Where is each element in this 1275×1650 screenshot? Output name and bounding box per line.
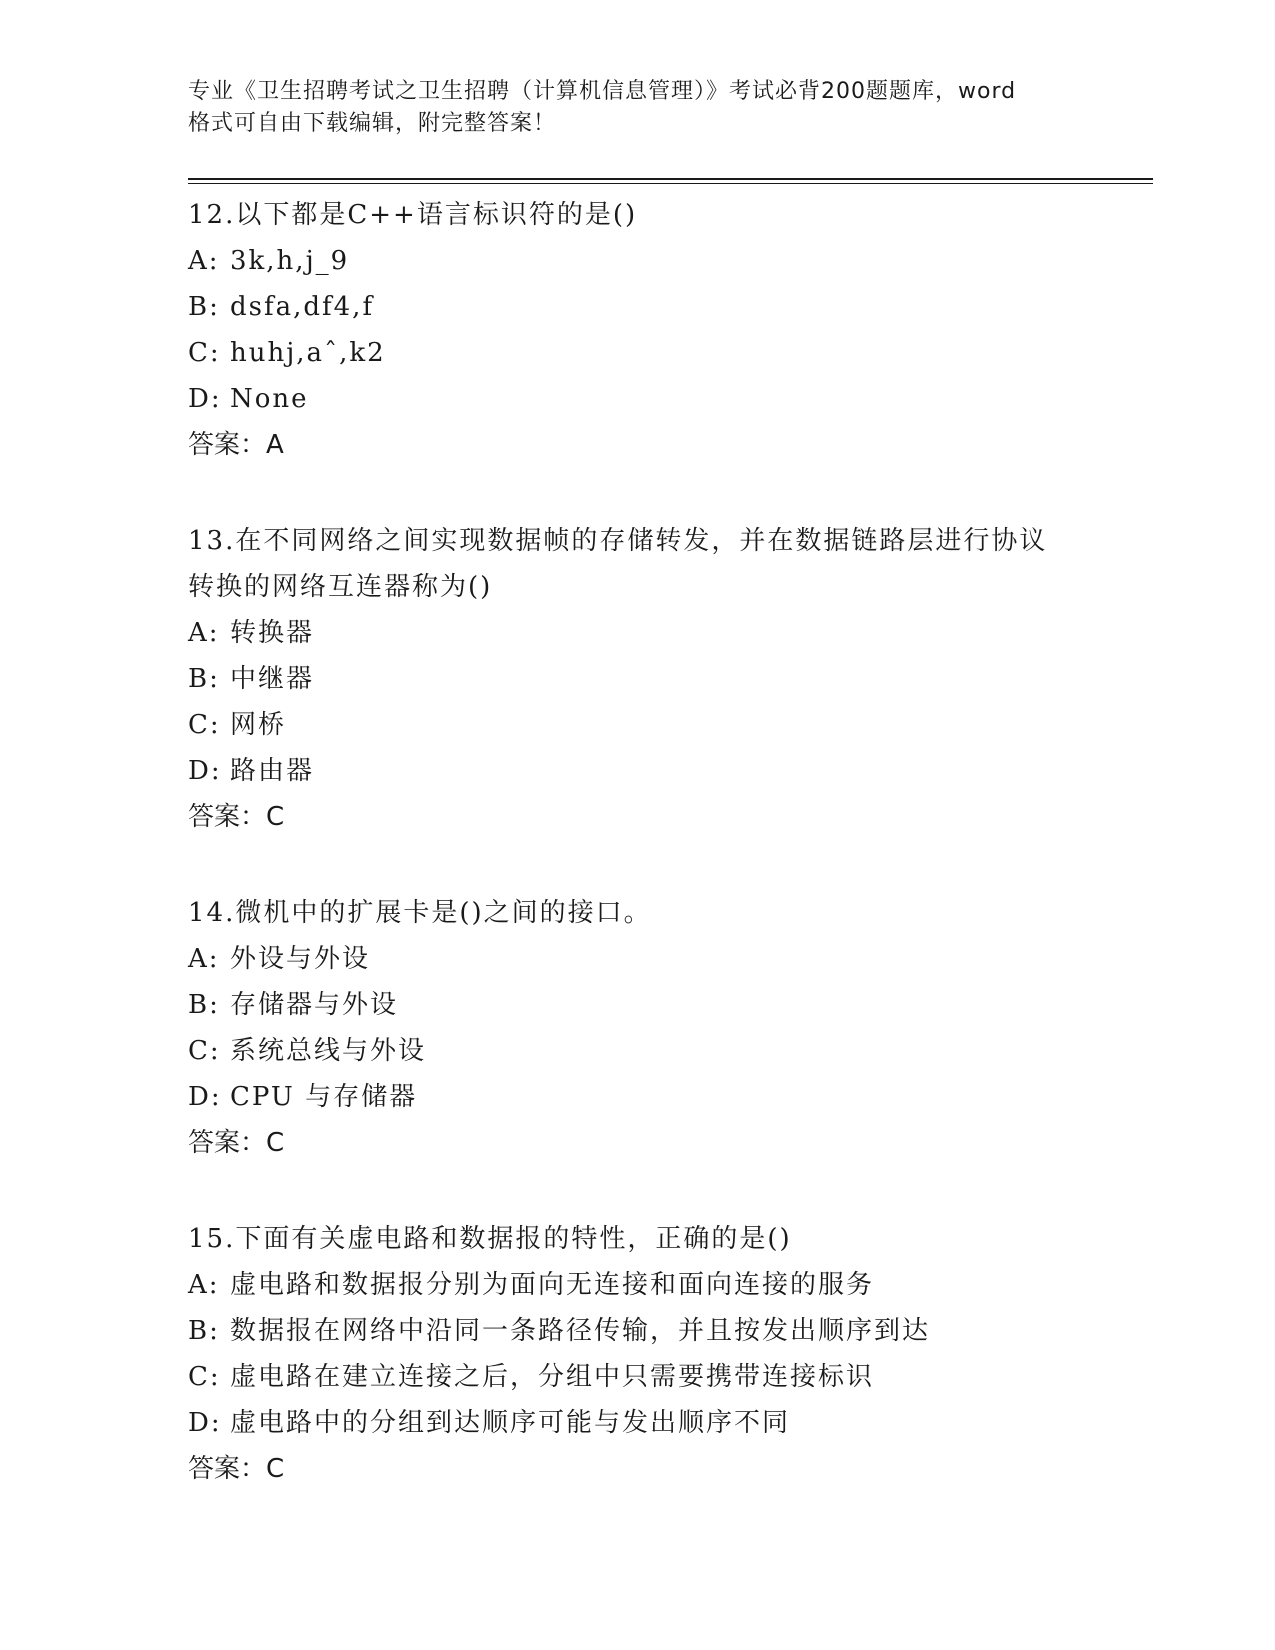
option-letter: D: (188, 1408, 222, 1438)
answer-line: 答案：A (188, 430, 284, 460)
option-text: CPU 与存储器 (230, 1082, 418, 1112)
header-line-2: 格式可自由下载编辑，附完整答案！ (188, 111, 557, 136)
option-d (188, 1400, 1088, 1446)
answer-line: 答案：C (188, 802, 285, 832)
option-letter: B: (188, 664, 220, 694)
option-text: 虚电路中的分组到达顺序可能与发出顺序不同 (230, 1408, 791, 1438)
option-letter: C: (188, 1036, 221, 1066)
option-letter: B: (188, 990, 220, 1020)
option-text: 转换器 (230, 618, 315, 648)
document-header (188, 76, 1088, 140)
option-c (188, 1354, 1088, 1400)
option-letter: C: (188, 710, 221, 740)
option-text: 系统总线与外设 (230, 1036, 427, 1066)
option-d (188, 748, 1088, 794)
question-13 (188, 518, 1088, 840)
question-12 (188, 192, 1088, 468)
option-text: 数据报在网络中沿同一条路径传输，并且按发出顺序到达 (230, 1316, 931, 1346)
option-text: None (230, 384, 309, 414)
option-letter: D: (188, 384, 222, 414)
option-letter: B: (188, 292, 220, 322)
option-text: 外设与外设 (230, 944, 371, 974)
option-text: 中继器 (230, 664, 315, 694)
header-line-1: 专业《卫生招聘考试之卫生招聘（计算机信息管理）》考试必背200题题库，word (188, 79, 1017, 104)
answer-line: 答案：C (188, 1454, 285, 1484)
option-letter: A: (188, 246, 220, 276)
header-divider-thin (188, 183, 1153, 184)
option-b (188, 982, 1088, 1028)
question-list (188, 192, 1088, 1542)
question-text-cont: 转换的网络互连器称为() (188, 572, 493, 602)
question-text: 13.在不同网络之间实现数据帧的存储转发，并在数据链路层进行协议 (188, 526, 1048, 556)
question-text: 12.以下都是C++语言标识符的是() (188, 200, 638, 230)
option-letter: D: (188, 756, 222, 786)
option-a (188, 936, 1088, 982)
option-c (188, 1028, 1088, 1074)
option-letter: A: (188, 944, 220, 974)
option-letter: A: (188, 618, 220, 648)
option-text: 虚电路在建立连接之后，分组中只需要携带连接标识 (230, 1362, 875, 1392)
question-text: 14.微机中的扩展卡是()之间的接口。 (188, 898, 652, 928)
option-text: 网桥 (230, 710, 287, 740)
option-letter: C: (188, 1362, 221, 1392)
option-text: dsfa,df4,f (230, 292, 375, 322)
option-d (188, 376, 1088, 422)
option-letter: C: (188, 338, 221, 368)
option-letter: A: (188, 1270, 220, 1300)
option-text: 路由器 (230, 756, 315, 786)
option-b (188, 656, 1088, 702)
option-letter: B: (188, 1316, 220, 1346)
option-text: huhj,aˆ,k2 (230, 338, 386, 368)
question-15 (188, 1216, 1088, 1492)
option-d (188, 1074, 1088, 1120)
option-c (188, 330, 1088, 376)
question-14 (188, 890, 1088, 1166)
header-divider-thick (188, 178, 1153, 180)
option-text: 存储器与外设 (230, 990, 399, 1020)
option-c (188, 702, 1088, 748)
question-text: 15.下面有关虚电路和数据报的特性，正确的是() (188, 1224, 792, 1254)
option-letter: D: (188, 1082, 222, 1112)
option-text: 3k,h,j_9 (230, 246, 350, 276)
option-a (188, 1262, 1088, 1308)
option-a (188, 238, 1088, 284)
option-b (188, 284, 1088, 330)
option-b (188, 1308, 1088, 1354)
option-text: 虚电路和数据报分别为面向无连接和面向连接的服务 (230, 1270, 875, 1300)
answer-line: 答案：C (188, 1128, 285, 1158)
option-a (188, 610, 1088, 656)
